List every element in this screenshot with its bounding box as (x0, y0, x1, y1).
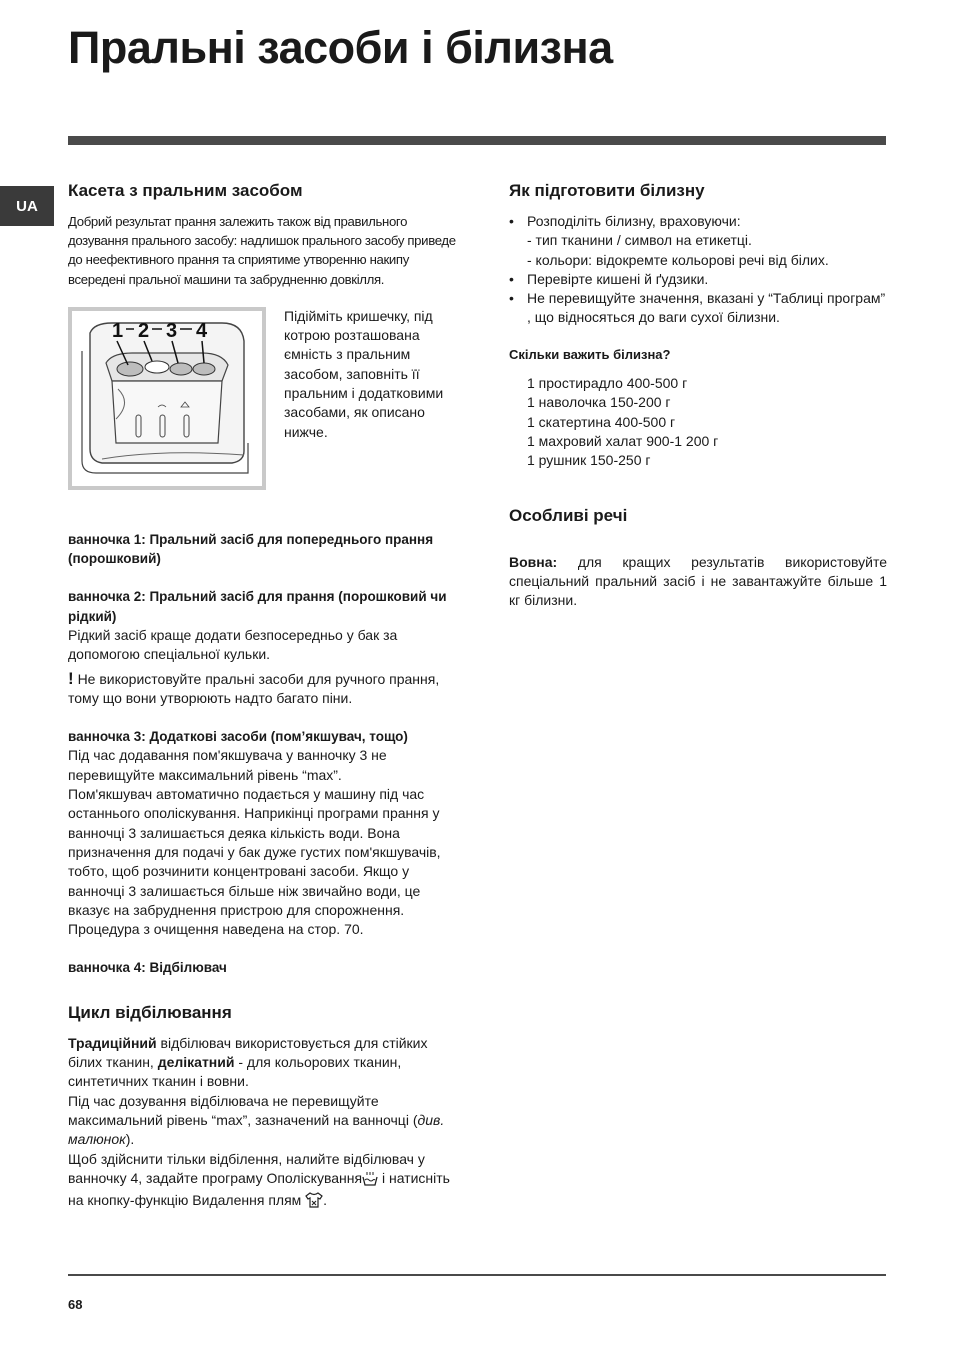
list-item: 1 махровий халат 900-1 200 г (527, 432, 719, 449)
delicate-label: делікатний (157, 1054, 235, 1071)
bleach-paragraph-2 (68, 1092, 460, 1150)
page-number: 68 (68, 1297, 83, 1312)
figure-label-4: 4 (196, 319, 208, 342)
list-item: 1 скатертина 400-500 г (527, 413, 676, 430)
tray-2-text: Рідкий засіб краще додати безпосередньо у бак за допомогою спеціальної кульки. (68, 627, 398, 663)
list-item: • Перевірте кишені й ґудзики. (509, 270, 887, 289)
footer-divider (68, 1274, 886, 1276)
tray-1-title: ванночка 1: Пральний засіб для попереднього прання (порошковий) (68, 531, 434, 567)
cassette-intro: Добрий результат прання залежить також від правильного дозування прального засобу: надлишок прального засобу приведе до неефективного прання та сприятиме утворенню накипу всередені пральної машини та забрудненню довкілля. (68, 214, 456, 287)
bleach-heading: Цикл відбілювання (68, 1002, 232, 1022)
cassette-heading: Касета з пральним засобом (68, 181, 303, 200)
see-figure-note: див. малюнок (68, 1111, 445, 1148)
list-item: - кольори: відокремте кольорові речі від білих. (527, 251, 829, 268)
tray-3-text-1: Під час додавання пом'якшувача у ванночку 3 не перевищуйте максимальний рівень “max”. (68, 747, 387, 783)
list-item: • Не перевищуйте значення, вказані у “Таблиці програм” , що відносяться до ваги сухої білизни. (509, 289, 887, 328)
wool-text: для кращих результатів використовуйте спеціальний пральний засіб і не завантажуйте більше 1 кг білизни. (509, 553, 887, 609)
tray-2-warning: Не використовуйте пральні засоби для ручного прання, тому що вони утворюють надто багато піни. (68, 670, 440, 706)
traditional-label: Традиційний (68, 1034, 157, 1051)
warning-mark: ! (68, 668, 74, 688)
rinse-icon (362, 1171, 378, 1191)
dispenser-figure-row (68, 307, 460, 490)
bleach-text-4: Щоб здійснити тільки відбілення, налийте відбілювач у ванночку 4, задайте програму Ополіскування (68, 1150, 425, 1186)
tray-3-title: ванночка 3: Додаткові засоби (пом’якшувач, тощо) (68, 729, 408, 745)
header-divider (68, 136, 886, 145)
prepare-heading: Як підготовити білизну (509, 181, 705, 200)
stain-removal-icon (305, 1192, 323, 1213)
bleach-text-3-end: ). (125, 1131, 135, 1148)
detergent-drawer-drawing (72, 311, 262, 486)
list-item: • Розподіліть білизну, враховуючи: (509, 212, 887, 231)
tray-2-warning-paragraph (68, 669, 460, 709)
figure-label-3: 3 (166, 319, 178, 342)
list-item: - тип тканини / символ на етикетці. (527, 232, 752, 249)
left-column (68, 180, 460, 1213)
tray-4-title: ванночка 4: Відбілювач (68, 960, 227, 976)
figure-label-1: 1 (112, 319, 124, 342)
special-heading: Особливі речі (509, 505, 628, 525)
dispenser-illustration (68, 307, 266, 490)
figure-caption: Підійміть кришечку, під котрою розташована ємність з пральним засобом, заповніть її пральним і додатковими засобами, як описано нижче. (284, 307, 444, 440)
list-item: 1 рушник 150-250 г (527, 452, 651, 469)
wool-label: Вовна: (509, 553, 558, 570)
weight-heading: Скільки важить білизна? (509, 346, 671, 362)
bleach-paragraph-1 (68, 1034, 460, 1092)
bleach-text-5: і натисніть на кнопку-функцію Видалення плям (68, 1169, 450, 1209)
figure-label-2: 2 (138, 319, 150, 342)
prepare-list (509, 212, 887, 328)
tray-3-text-2: Пом'якшувач автоматично подається у машину під час останнього ополіскування. Наприкінці програми прання у ванночці 3 залишається деяка кількість води. Вона призначення для подачі у бак дуже густих пом'якшувачів, тобто, щоб розчинити концентровані засоби. Якщо у ванночці 3 залишається більше ніж звичайно води, це вказує на забруднення пристрою для спорожнення. Процедура з очищення наведена на стор. 70. (68, 786, 441, 938)
bleach-text-2: - для кольорових тканин, синтетичних тканин і вовни. (68, 1054, 402, 1090)
wool-paragraph (509, 553, 887, 611)
list-item: 1 наволочка 150-200 г (527, 394, 671, 411)
bleach-text-3: Під час дозування відбілювача не перевищуйте максимальний рівень “max”, зазначений на ванночці ( (68, 1092, 418, 1128)
page-title: Пральні засоби і білизна (68, 22, 613, 73)
bleach-text-1: відбілювач використовується для стійких білих тканин, (68, 1034, 428, 1071)
tray-2-title: ванночка 2: Пральний засіб для прання (порошковий чи рідкий) (68, 589, 447, 624)
bleach-text-6: . (323, 1192, 328, 1209)
bleach-paragraph-3 (68, 1150, 460, 1214)
list-item: 1 простирадло 400-500 г (527, 375, 688, 392)
language-tab: UA (0, 186, 54, 226)
right-column (509, 180, 887, 610)
weight-list (527, 374, 887, 470)
